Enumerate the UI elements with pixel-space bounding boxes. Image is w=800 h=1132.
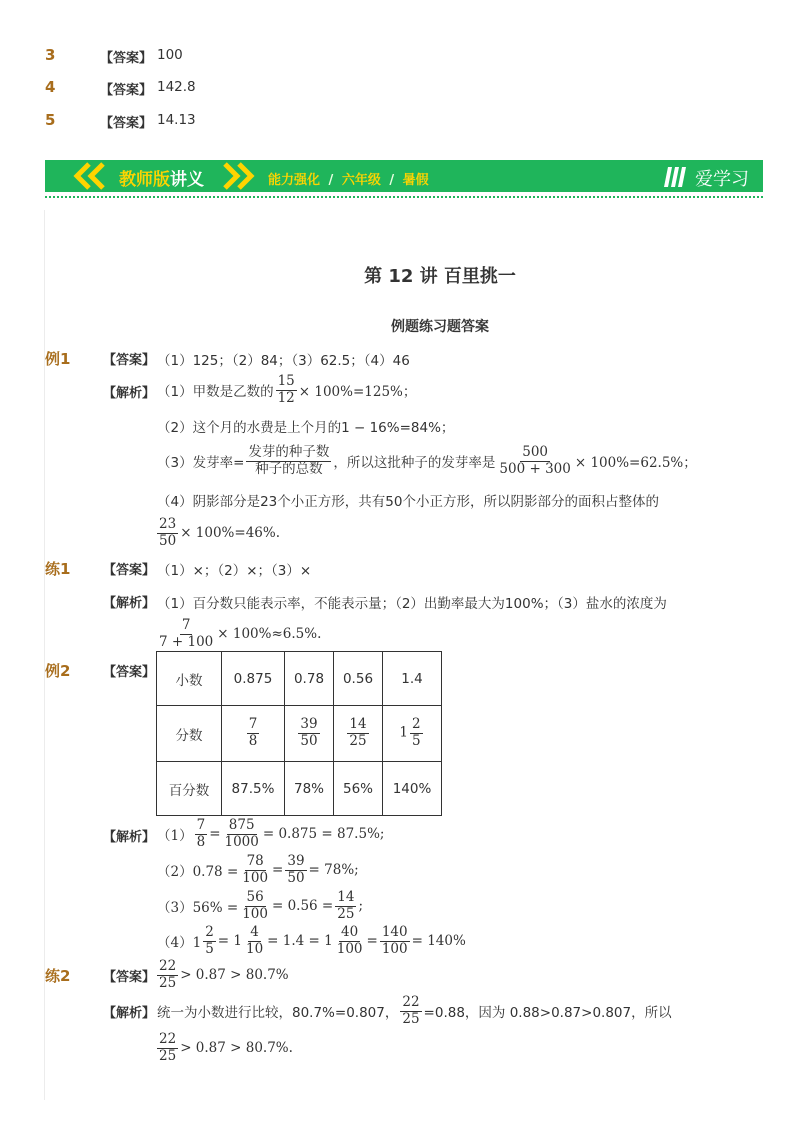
numerator: 14 [349,716,367,733]
answer-tag: 【答案】 [103,563,156,578]
denominator: 50 [159,532,177,549]
fraction [347,717,368,749]
fraction [240,854,270,886]
denominator: 25 [159,1047,177,1064]
denominator: 25 [159,974,177,991]
denominator: 12 [277,389,295,406]
text: ，所以这批种子的发芽率是 [333,455,496,471]
numerator: 40 [341,923,359,940]
fraction [335,925,365,957]
table-cell: 1.4 [383,652,442,706]
text: = 140% [411,933,466,949]
numerator: 875 [228,816,255,833]
analysis-line-2: （2）这个月的水费是上个月的1 − 16%=84%； [157,420,455,436]
fraction [497,445,572,477]
brand-name: 爱学习 [695,169,749,190]
text: × 100%=62.5%； [574,455,697,471]
section-title: 例题练习题答案 [391,319,489,335]
text: （1）甲数是乙数的 [157,384,274,400]
numerator: 14 [337,888,355,905]
numerator: 500 [522,443,549,460]
brand-logo-icon [662,163,690,189]
row-header: 分数 [157,706,222,762]
text: = [209,826,221,842]
text: （3）56% = [157,900,239,916]
numerator: 7 [248,716,258,733]
text: > 0.87 > 80.7% [180,967,289,983]
denominator: 1000 [224,833,259,850]
answer-tag: 【答案】 [103,970,156,985]
text: （2）0.78 = [157,864,239,880]
numerator: 7 [181,616,191,633]
denominator: 8 [196,833,206,850]
analysis-line-2 [155,613,321,655]
answer-text: （1）×；（2）×；（3）× [157,563,312,579]
denominator: 7 + 100 [159,633,214,650]
numerator: 39 [287,852,305,869]
fraction [244,925,265,957]
fraction [157,1032,178,1064]
numerator: 56 [246,888,264,905]
numerator: 22 [159,1030,177,1047]
text: > 0.87 > 80.7%. [180,1040,293,1056]
analysis-line-3 [157,440,697,482]
numerator: 2 [205,923,214,940]
question-number: 4 [45,78,56,96]
table-cell [383,706,442,762]
analysis-line-1 [157,370,416,410]
denominator: 8 [248,733,258,749]
text: （3）发芽率= [157,455,245,471]
fraction [195,818,208,850]
numerator: 4 [250,923,259,940]
numerator: 2 [412,716,421,733]
fraction [276,374,297,406]
denominator: 100 [242,905,268,922]
fraction [285,854,306,886]
practice-label: 练1 [45,560,71,578]
denominator: 50 [287,869,305,886]
fraction [298,717,319,749]
analysis-line-1 [157,813,384,855]
text: = 1 [217,933,242,949]
lecture-title: 第 12 讲 百里挑一 [364,266,516,287]
question-number: 3 [45,46,56,64]
breadcrumb-sep: / [328,173,334,188]
banner-breadcrumb [268,169,429,188]
denominator: 种子的总数 [255,460,323,477]
fraction [400,995,421,1027]
analysis-tag: 【解析】 [103,596,156,611]
fraction [335,890,356,922]
numerator: 22 [402,993,420,1010]
numerator: 15 [277,372,295,389]
analysis-line-2 [157,850,359,890]
denominator: 100 [242,869,269,886]
example-label: 例2 [45,662,71,680]
denominator: 5 [205,940,214,957]
text: × 100%≈6.5%. [217,626,322,642]
denominator: 500 + 300 [499,460,571,477]
numerator: 39 [300,716,318,733]
analysis-tag: 【解析】 [103,386,156,401]
text: × 100%=46%. [180,525,280,541]
denominator: 100 [381,940,408,957]
table-row [157,652,442,706]
answer-tag: 【答案】 [100,83,153,98]
table-cell: 56% [334,762,383,816]
answer-tag: 【答案】 [100,116,153,131]
answer-text: （1）125；（2）84；（3）62.5；（4）46 [157,353,410,369]
row-header: 百分数 [157,762,222,816]
table-cell [285,706,334,762]
table-cell [222,706,285,762]
denominator: 25 [402,1010,420,1027]
analysis-tag: 【解析】 [103,1006,156,1021]
denominator: 10 [245,940,264,957]
table-row [157,762,442,816]
fraction [247,717,260,749]
numerator: 22 [159,957,177,974]
fraction [157,959,178,991]
practice-label: 练2 [45,967,71,985]
answer-value: 142.8 [157,79,196,95]
answer-text [155,955,289,995]
question-number: 5 [45,111,56,129]
row-header: 小数 [157,652,222,706]
conversion-table [156,651,442,816]
fraction [157,618,215,650]
text: = [366,933,378,949]
answer-value: 100 [157,47,183,63]
double-chevron-right-icon [221,162,257,190]
fraction [410,717,423,749]
fraction [157,517,178,549]
fraction [246,445,331,477]
answer-value: 14.13 [157,112,196,128]
denominator: 25 [337,905,355,922]
denominator: 25 [349,733,367,749]
breadcrumb-item: 暑假 [402,173,429,188]
fraction [203,925,216,957]
text: = 78%; [308,862,359,878]
text: =0.88，因为 0.88>0.87>0.807，所以 [423,1005,672,1021]
table-cell: 140% [383,762,442,816]
text: = 0.56 = [271,898,334,914]
denominator: 5 [412,733,421,749]
table-cell [334,706,383,762]
breadcrumb-item: 能力强化 [268,173,321,188]
numerator: 7 [196,816,206,833]
breadcrumb-sep: / [389,173,395,188]
table-cell: 0.78 [285,652,334,706]
whole-part: 1 [399,725,408,741]
text: × 100%=125%； [298,384,417,400]
fraction [380,925,410,957]
fraction [223,818,261,850]
numerator: 78 [246,852,264,869]
table-cell: 78% [285,762,334,816]
banner-title [119,165,204,190]
table-cell: 87.5% [222,762,285,816]
table-cell: 0.875 [222,652,285,706]
numerator: 发芽的种子数 [248,443,330,460]
analysis-line-1 [157,990,672,1032]
breadcrumb-item: 六年级 [341,173,381,188]
text: （1） [157,828,193,844]
analysis-tag: 【解析】 [103,830,156,845]
table-cell: 0.56 [334,652,383,706]
answer-tag: 【答案】 [100,51,153,66]
example-label: 例1 [45,350,71,368]
text: ; [358,898,363,914]
fraction [240,890,270,922]
analysis-line-3 [157,886,363,926]
analysis-line-1: （1）百分数只能表示率，不能表示量；（2）出勤率最大为100%；（3）盐水的浓度为 [157,596,667,612]
double-chevron-left-icon [73,162,109,190]
numerator: 23 [159,515,177,532]
header-banner [45,160,763,192]
text: = 1.4 = 1 [267,933,333,949]
analysis-line-2 [155,1028,293,1068]
divider [45,196,763,198]
banner-title-part-a: 教师版 [119,170,170,190]
text: 统一为小数进行比较，80.7%=0.807， [157,1005,399,1021]
answer-tag: 【答案】 [103,353,156,368]
table-row [157,706,442,762]
text: = [272,862,284,878]
answer-tag: 【答案】 [103,665,156,680]
denominator: 50 [300,733,318,749]
analysis-line-4: （4）阴影部分是23个小正方形，共有50个小正方形，所以阴影部分的面积占整体的 [157,494,659,510]
numerator: 140 [381,923,408,940]
text: = 0.875 = 87.5%; [262,826,385,842]
analysis-line-5 [155,513,280,553]
text: （4）1 [157,935,202,951]
denominator: 100 [336,940,363,957]
banner-title-part-b: 讲义 [170,170,204,190]
